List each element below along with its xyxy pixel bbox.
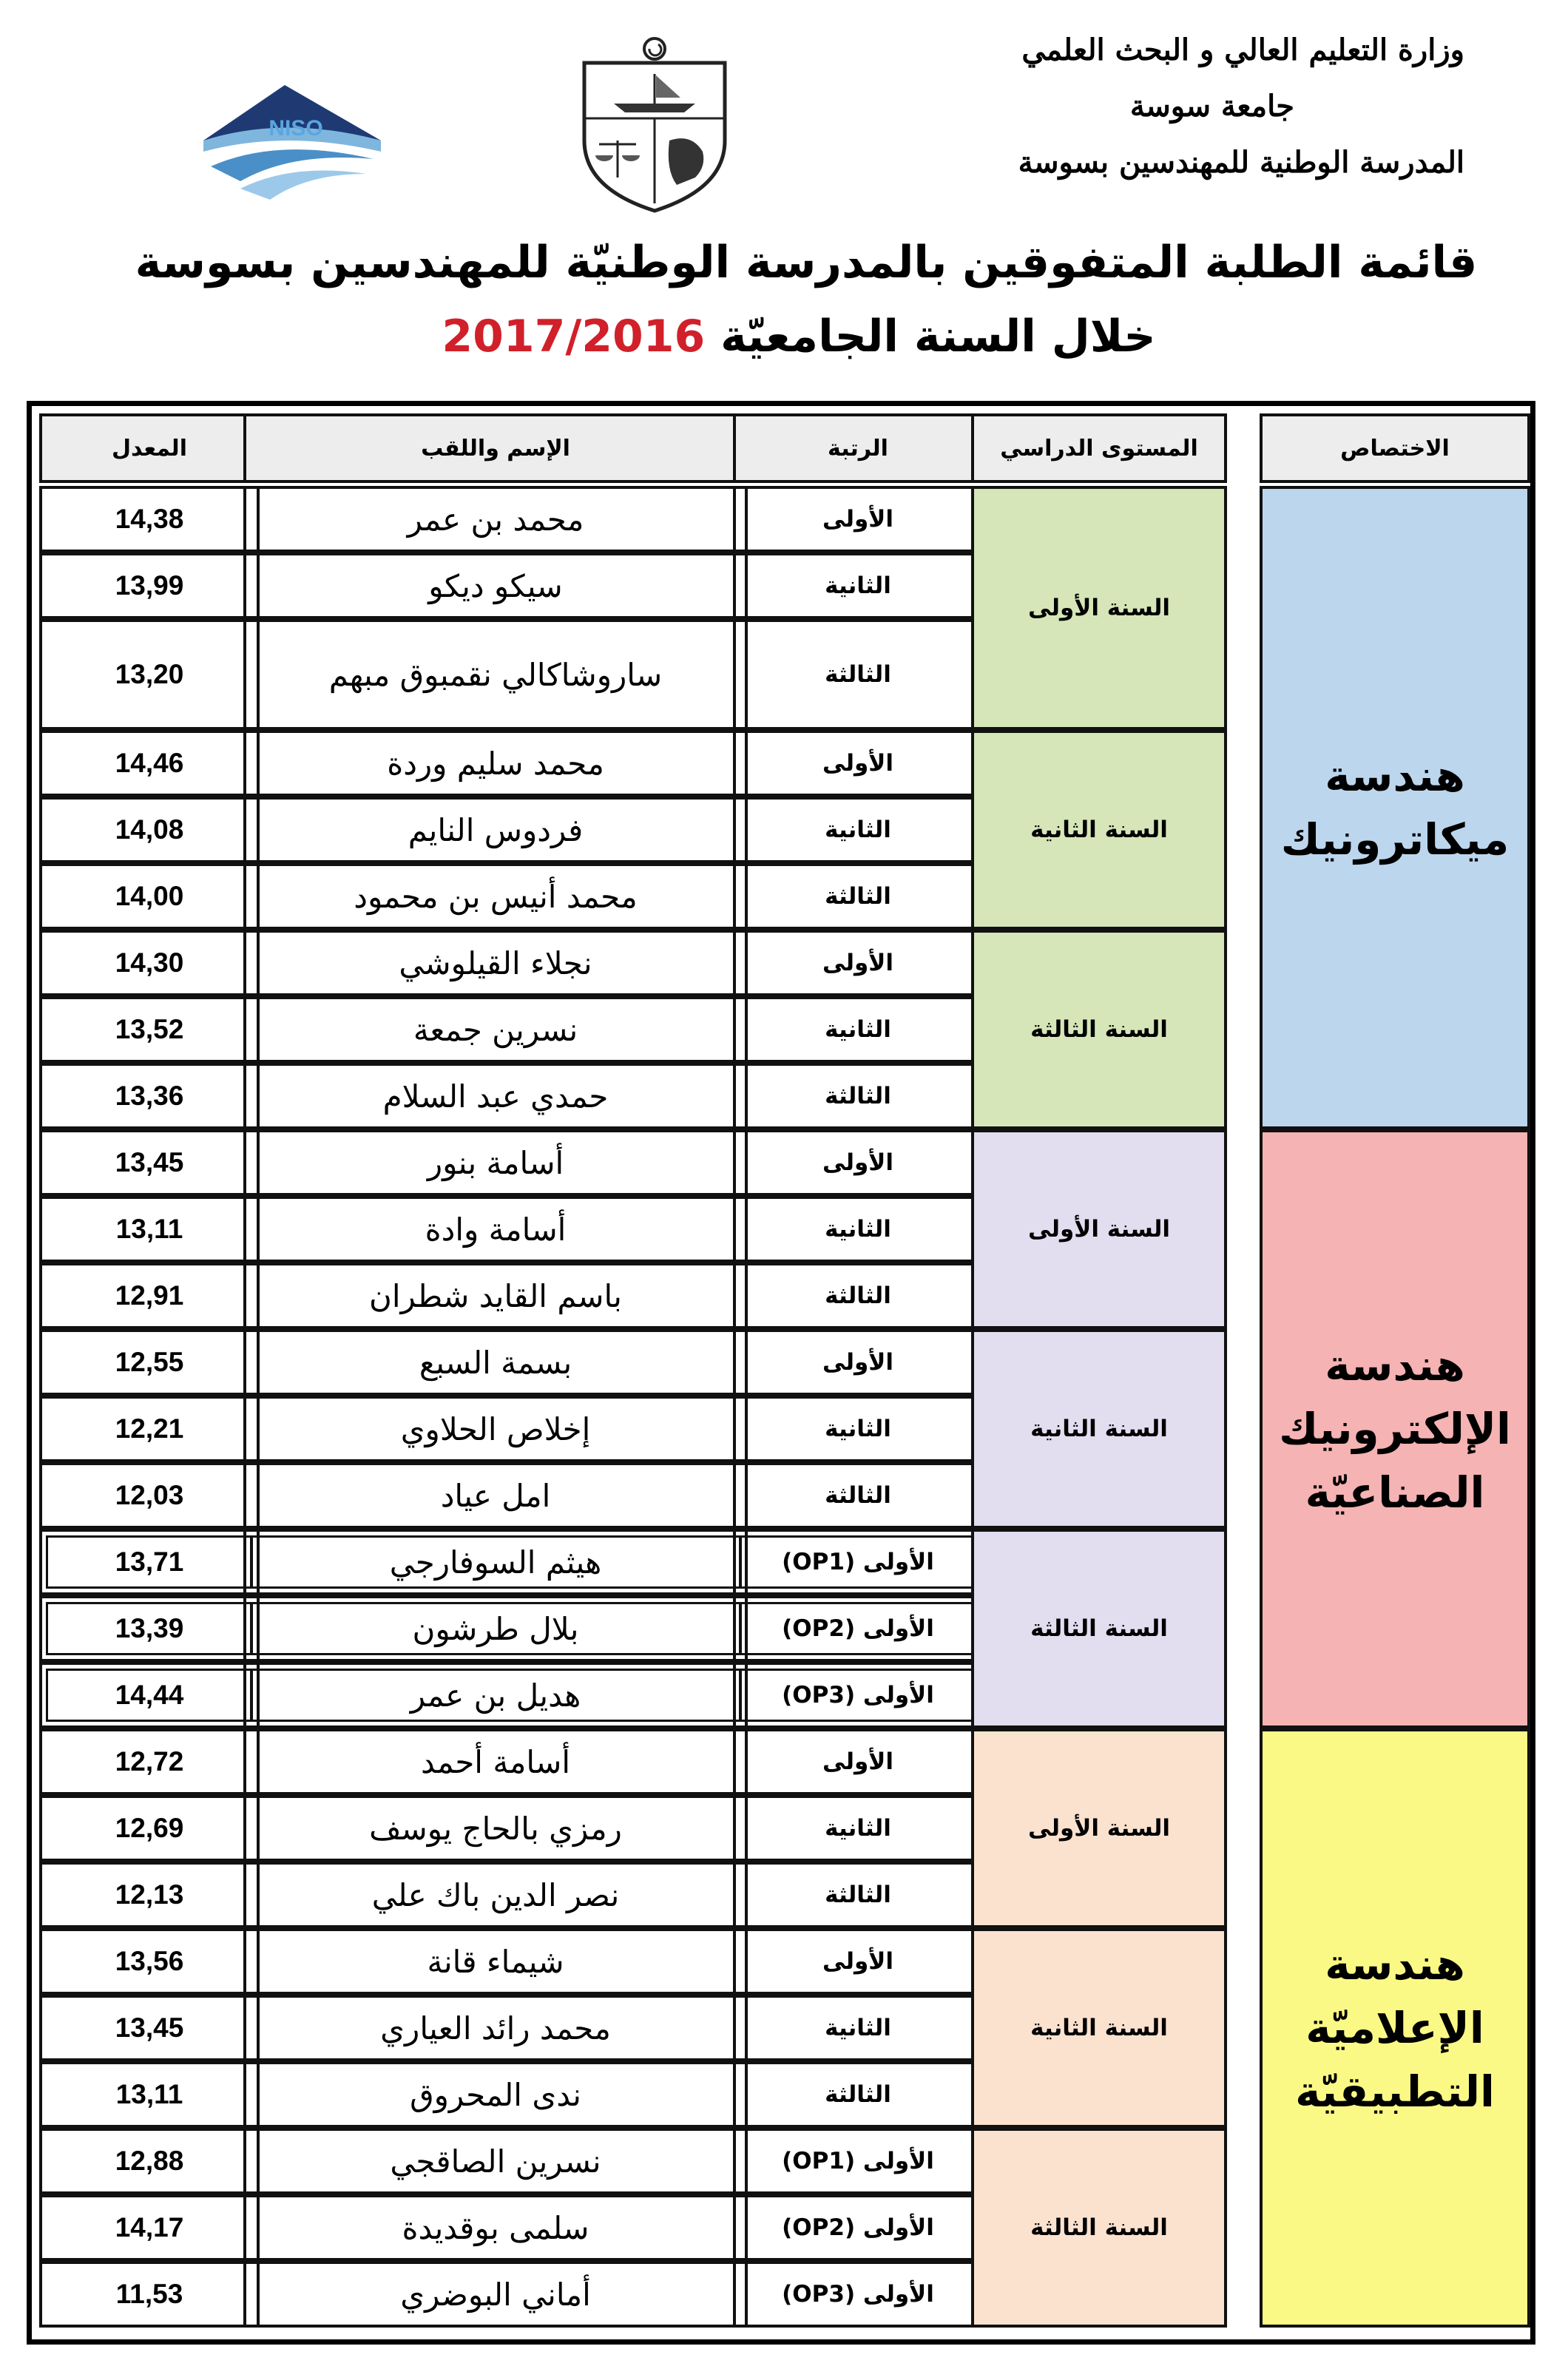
rank-cell: الأولى	[733, 1728, 983, 1795]
average-cell: 13,45	[39, 1995, 260, 2061]
average-cell: 12,88	[39, 2128, 260, 2194]
specialty-label-line: هندسة	[1325, 1340, 1465, 1390]
specialty-cell	[1260, 486, 1530, 1129]
level-cell: السنة الثالثة	[971, 1529, 1227, 1728]
rank-cell: الأولى	[733, 486, 983, 552]
average-cell: 13,20	[39, 619, 260, 730]
student-name-cell: أسامة بنور	[243, 1129, 748, 1196]
results-table	[27, 401, 1535, 2345]
average-cell: 12,69	[39, 1795, 260, 1862]
specialty-label-line: الإعلاميّة	[1305, 2003, 1484, 2053]
tunisia-coat-of-arms-icon	[570, 30, 740, 214]
student-name-cell: شيماء قانة	[243, 1928, 748, 1995]
header-level: المستوى الدراسي	[971, 413, 1227, 483]
student-name-cell: سلمى بوقديدة	[243, 2194, 748, 2261]
student-name-cell: محمد بن عمر	[243, 486, 748, 552]
average-cell: 14,30	[39, 930, 260, 996]
level-cell: السنة الأولى	[971, 486, 1227, 730]
rank-cell: الأولى (OP2)	[733, 1595, 983, 1662]
university-name: جامعة سوسة	[1129, 89, 1294, 124]
student-name-cell: سيكو ديكو	[243, 552, 748, 619]
average-cell: 13,11	[39, 2061, 260, 2128]
average-cell: 13,52	[39, 996, 260, 1063]
header-average: المعدل	[39, 413, 260, 483]
student-name-cell: بسمة السبع	[243, 1329, 748, 1396]
rank-cell: الثالثة	[733, 1862, 983, 1928]
average-cell: 14,00	[39, 863, 260, 930]
average-cell: 13,11	[39, 1196, 260, 1263]
rank-cell: الثانية	[733, 1196, 983, 1263]
rank-cell: الثانية	[733, 797, 983, 863]
student-name-cell: نسرين جمعة	[243, 996, 748, 1063]
average-cell: 13,71	[39, 1529, 260, 1595]
average-cell: 12,03	[39, 1462, 260, 1529]
student-name-cell: نسرين الصاقجي	[243, 2128, 748, 2194]
average-cell: 12,13	[39, 1862, 260, 1928]
rank-cell: الثانية	[733, 1396, 983, 1462]
rank-cell: الثالثة	[733, 2061, 983, 2128]
average-cell: 14,17	[39, 2194, 260, 2261]
average-cell: 13,45	[39, 1129, 260, 1196]
rank-cell: الثانية	[733, 996, 983, 1063]
average-cell: 14,44	[39, 1662, 260, 1728]
specialty-cell	[1260, 1129, 1530, 1728]
student-name-cell: محمد سليم وردة	[243, 730, 748, 797]
average-cell: 14,38	[39, 486, 260, 552]
page-subtitle	[0, 311, 1568, 362]
rank-cell: الثالثة	[733, 1263, 983, 1329]
rank-cell: الأولى	[733, 1129, 983, 1196]
average-cell: 12,72	[39, 1728, 260, 1795]
average-cell: 14,08	[39, 797, 260, 863]
student-name-cell: فردوس النايم	[243, 797, 748, 863]
rank-cell: الأولى	[733, 1329, 983, 1396]
rank-cell: الثالثة	[733, 619, 983, 730]
average-cell: 12,91	[39, 1263, 260, 1329]
student-name-cell: هيثم السوفارجي	[243, 1529, 748, 1595]
level-cell: السنة الأولى	[971, 1728, 1227, 1928]
student-name-cell: أسامة وادة	[243, 1196, 748, 1263]
student-name-cell: نصر الدين باك علي	[243, 1862, 748, 1928]
rank-cell: الثانية	[733, 1795, 983, 1862]
rank-cell: الثالثة	[733, 1063, 983, 1129]
level-cell: السنة الأولى	[971, 1129, 1227, 1329]
institution-header	[902, 22, 1464, 191]
specialty-cell	[1260, 1728, 1530, 2328]
rank-cell: الأولى (OP1)	[733, 2128, 983, 2194]
rank-cell: الأولى	[733, 930, 983, 996]
student-name-cell: بلال طرشون	[243, 1595, 748, 1662]
rank-cell: الأولى (OP1)	[733, 1529, 983, 1595]
average-cell: 12,21	[39, 1396, 260, 1462]
rank-cell: الثانية	[733, 1995, 983, 2061]
niso-logo	[196, 70, 388, 218]
rank-cell: الثالثة	[733, 1462, 983, 1529]
rank-cell: الأولى (OP3)	[733, 2261, 983, 2328]
student-name-cell: محمد أنيس بن محمود	[243, 863, 748, 930]
average-cell: 13,39	[39, 1595, 260, 1662]
rank-cell: الأولى (OP2)	[733, 2194, 983, 2261]
specialty-label-line: الصناعيّة	[1305, 1467, 1485, 1518]
average-cell: 13,56	[39, 1928, 260, 1995]
rank-cell: الأولى	[733, 1928, 983, 1995]
subtitle-prefix: خلال السنة الجامعيّة	[720, 311, 1156, 362]
level-cell: السنة الثالثة	[971, 930, 1227, 1129]
student-name-cell: محمد رائد العياري	[243, 1995, 748, 2061]
rank-cell: الثانية	[733, 552, 983, 619]
ministry-name: وزارة التعليم العالي و البحث العلمي	[1021, 33, 1464, 67]
student-name-cell: حمدي عبد السلام	[243, 1063, 748, 1129]
rank-cell: الأولى	[733, 730, 983, 797]
student-name-cell: إخلاص الحلاوي	[243, 1396, 748, 1462]
specialty-label-line: هندسة	[1325, 1939, 1465, 1990]
average-cell: 14,46	[39, 730, 260, 797]
header-rank: الرتبة	[733, 413, 983, 483]
school-name: المدرسة الوطنية للمهندسين بسوسة	[1018, 145, 1464, 180]
page-title: قائمة الطلبة المتفوقين بالمدرسة الوطنيّة للمهندسين بسوسة	[135, 237, 1478, 288]
level-cell: السنة الثانية	[971, 730, 1227, 930]
specialty-label-line: هندسة	[1325, 751, 1465, 801]
level-cell: السنة الثانية	[971, 1329, 1227, 1529]
rank-cell: الثالثة	[733, 863, 983, 930]
average-cell: 12,55	[39, 1329, 260, 1396]
average-cell: 13,99	[39, 552, 260, 619]
student-name-cell: باسم القايد شطران	[243, 1263, 748, 1329]
level-cell: السنة الثانية	[971, 1928, 1227, 2128]
student-name-cell: أسامة أحمد	[243, 1728, 748, 1795]
logo-text: NISO	[268, 116, 323, 141]
student-name-cell: هديل بن عمر	[243, 1662, 748, 1728]
specialty-label-line: التطبيقيّة	[1295, 2066, 1495, 2117]
rank-cell: الأولى (OP3)	[733, 1662, 983, 1728]
student-name-cell: نجلاء القيلوشي	[243, 930, 748, 996]
header-specialty: الاختصاص	[1260, 413, 1530, 483]
average-cell: 13,36	[39, 1063, 260, 1129]
student-name-cell: رمزي بالحاج يوسف	[243, 1795, 748, 1862]
specialty-label-line: الإلكترونيك	[1279, 1404, 1511, 1454]
level-cell: السنة الثالثة	[971, 2128, 1227, 2328]
student-name-cell: امل عياد	[243, 1462, 748, 1529]
header-name: الإسم واللقب	[243, 413, 748, 483]
academic-year: 2017/2016	[442, 311, 706, 362]
average-cell: 11,53	[39, 2261, 260, 2328]
student-name-cell: ندى المحروق	[243, 2061, 748, 2128]
student-name-cell: ساروشاكالي نقمبوق مبهم	[243, 619, 748, 730]
specialty-label-line: ميكاترونيك	[1280, 814, 1510, 865]
student-name-cell: أماني البوضري	[243, 2261, 748, 2328]
